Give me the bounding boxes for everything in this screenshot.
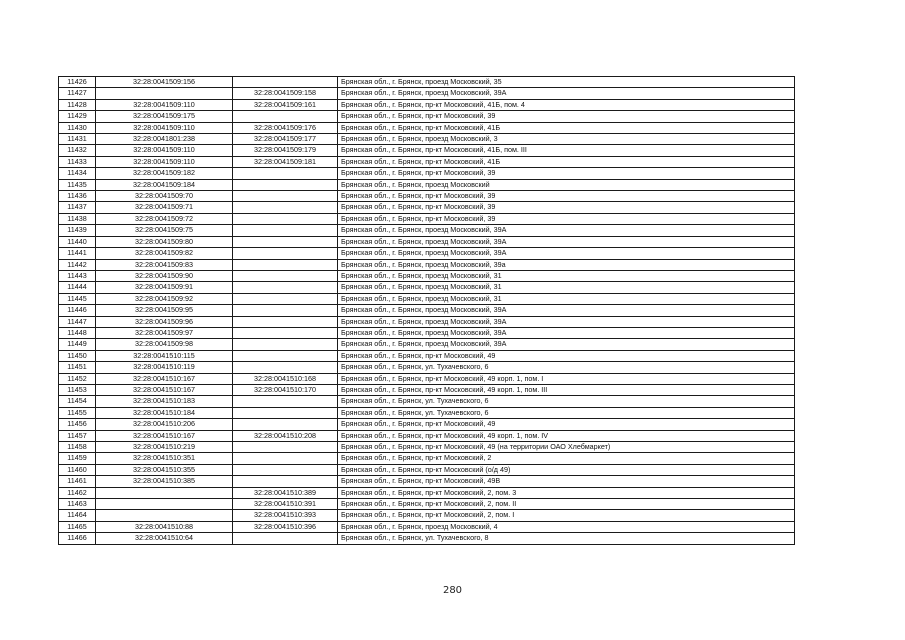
- object-number-cell: [233, 407, 338, 418]
- row-number-cell: 11463: [59, 499, 96, 510]
- row-number-cell: 11440: [59, 236, 96, 247]
- object-number-cell: 32:28:0041509:181: [233, 156, 338, 167]
- object-number-cell: [233, 316, 338, 327]
- table-row: [59, 487, 795, 498]
- address-cell: Брянская обл., г. Брянск, проезд Московский, 39А: [338, 236, 795, 247]
- address-cell: Брянская обл., г. Брянск, проезд Московский, 39А: [338, 327, 795, 338]
- address-cell: Брянская обл., г. Брянск, проезд Московский, 35: [338, 77, 795, 88]
- row-number-cell: 11458: [59, 442, 96, 453]
- table-row: [59, 225, 795, 236]
- cadastral-number-cell: 32:28:0041509:182: [96, 168, 233, 179]
- address-cell: Брянская обл., г. Брянск, пр-кт Московский, 41Б, пом. III: [338, 145, 795, 156]
- row-number-cell: 11447: [59, 316, 96, 327]
- object-number-cell: [233, 179, 338, 190]
- table-row: [59, 293, 795, 304]
- table-row: [59, 384, 795, 395]
- object-number-cell: [233, 202, 338, 213]
- table-row: [59, 134, 795, 145]
- cadastral-number-cell: 32:28:0041509:110: [96, 156, 233, 167]
- address-cell: Брянская обл., г. Брянск, пр-кт Московский, 2, пом. 3: [338, 487, 795, 498]
- cadastral-number-cell: 32:28:0041509:80: [96, 236, 233, 247]
- row-number-cell: 11460: [59, 464, 96, 475]
- row-number-cell: 11428: [59, 99, 96, 110]
- object-number-cell: [233, 362, 338, 373]
- object-number-cell: [233, 225, 338, 236]
- object-number-cell: [233, 191, 338, 202]
- table-row: [59, 99, 795, 110]
- object-number-cell: 32:28:0041510:396: [233, 521, 338, 532]
- cadastral-number-cell: 32:28:0041510:167: [96, 373, 233, 384]
- cadastral-number-cell: 32:28:0041509:70: [96, 191, 233, 202]
- row-number-cell: 11434: [59, 168, 96, 179]
- address-cell: Брянская обл., г. Брянск, ул. Тухачевского, 8: [338, 533, 795, 544]
- cadastral-number-cell: 32:28:0041509:91: [96, 282, 233, 293]
- row-number-cell: 11444: [59, 282, 96, 293]
- address-cell: Брянская обл., г. Брянск, пр-кт Московский, 41Б: [338, 122, 795, 133]
- address-cell: Брянская обл., г. Брянск, пр-кт Московский, 39: [338, 202, 795, 213]
- address-cell: Брянская обл., г. Брянск, проезд Московский, 3: [338, 134, 795, 145]
- address-cell: Брянская обл., г. Брянск, пр-кт Московский, 39: [338, 213, 795, 224]
- row-number-cell: 11464: [59, 510, 96, 521]
- address-cell: Брянская обл., г. Брянск, пр-кт Московский, 49 (на территории ОАО Хлебмаркет): [338, 442, 795, 453]
- cadastral-number-cell: 32:28:0041510:206: [96, 419, 233, 430]
- row-number-cell: 11450: [59, 350, 96, 361]
- table-row: [59, 499, 795, 510]
- row-number-cell: 11457: [59, 430, 96, 441]
- object-number-cell: [233, 464, 338, 475]
- cadastral-number-cell: 32:28:0041509:92: [96, 293, 233, 304]
- address-cell: Брянская обл., г. Брянск, ул. Тухачевского, 6: [338, 362, 795, 373]
- table-row: [59, 305, 795, 316]
- cadastral-number-cell: 32:28:0041509:72: [96, 213, 233, 224]
- address-cell: Брянская обл., г. Брянск, проезд Московский, 39А: [338, 248, 795, 259]
- address-cell: Брянская обл., г. Брянск, пр-кт Московский, 49 корп. 1, пом. IV: [338, 430, 795, 441]
- address-cell: Брянская обл., г. Брянск, пр-кт Московский, 2: [338, 453, 795, 464]
- object-number-cell: [233, 248, 338, 259]
- object-number-cell: [233, 419, 338, 430]
- cadastral-number-cell: 32:28:0041510:355: [96, 464, 233, 475]
- cadastral-number-cell: 32:28:0041510:119: [96, 362, 233, 373]
- object-number-cell: 32:28:0041509:179: [233, 145, 338, 156]
- address-cell: Брянская обл., г. Брянск, проезд Московский: [338, 179, 795, 190]
- row-number-cell: 11448: [59, 327, 96, 338]
- table-row: [59, 510, 795, 521]
- address-cell: Брянская обл., г. Брянск, ул. Тухачевского, 6: [338, 396, 795, 407]
- object-number-cell: [233, 236, 338, 247]
- cadastral-number-cell: 32:28:0041509:90: [96, 270, 233, 281]
- row-number-cell: 11455: [59, 407, 96, 418]
- row-number-cell: 11438: [59, 213, 96, 224]
- address-cell: Брянская обл., г. Брянск, проезд Московский, 39А: [338, 88, 795, 99]
- row-number-cell: 11436: [59, 191, 96, 202]
- table-body: [59, 77, 795, 545]
- table-row: [59, 122, 795, 133]
- cadastral-number-cell: 32:28:0041509:95: [96, 305, 233, 316]
- cadastral-number-cell: 32:28:0041509:184: [96, 179, 233, 190]
- table-row: [59, 111, 795, 122]
- table-row: [59, 156, 795, 167]
- cadastral-number-cell: 32:28:0041510:167: [96, 384, 233, 395]
- object-number-cell: 32:28:0041510:208: [233, 430, 338, 441]
- row-number-cell: 11435: [59, 179, 96, 190]
- address-cell: Брянская обл., г. Брянск, пр-кт Московский, 41Б, пом. 4: [338, 99, 795, 110]
- object-number-cell: 32:28:0041510:393: [233, 510, 338, 521]
- object-number-cell: 32:28:0041509:177: [233, 134, 338, 145]
- row-number-cell: 11456: [59, 419, 96, 430]
- cadastral-number-cell: 32:28:0041509:110: [96, 122, 233, 133]
- address-cell: Брянская обл., г. Брянск, пр-кт Московский, 39: [338, 191, 795, 202]
- page-number: 280: [442, 585, 463, 596]
- table-row: [59, 282, 795, 293]
- cadastral-number-cell: 32:28:0041509:156: [96, 77, 233, 88]
- row-number-cell: 11426: [59, 77, 96, 88]
- table-row: [59, 373, 795, 384]
- cadastral-number-cell: 32:28:0041510:115: [96, 350, 233, 361]
- cadastral-number-cell: 32:28:0041509:110: [96, 99, 233, 110]
- address-cell: Брянская обл., г. Брянск, пр-кт Московский, 49 корп. 1, пом. I: [338, 373, 795, 384]
- cadastral-number-cell: 32:28:0041801:238: [96, 134, 233, 145]
- object-number-cell: [233, 111, 338, 122]
- table-row: [59, 236, 795, 247]
- object-number-cell: 32:28:0041509:158: [233, 88, 338, 99]
- table-row: [59, 88, 795, 99]
- table-row: [59, 407, 795, 418]
- table-row: [59, 350, 795, 361]
- row-number-cell: 11430: [59, 122, 96, 133]
- object-number-cell: [233, 77, 338, 88]
- row-number-cell: 11429: [59, 111, 96, 122]
- object-number-cell: 32:28:0041509:161: [233, 99, 338, 110]
- table-row: [59, 213, 795, 224]
- table-row: [59, 327, 795, 338]
- cadastral-number-cell: 32:28:0041509:110: [96, 145, 233, 156]
- table-row: [59, 476, 795, 487]
- table-row: [59, 77, 795, 88]
- address-cell: Брянская обл., г. Брянск, пр-кт Московский, 49: [338, 350, 795, 361]
- row-number-cell: 11453: [59, 384, 96, 395]
- cadastral-number-cell: 32:28:0041509:71: [96, 202, 233, 213]
- row-number-cell: 11465: [59, 521, 96, 532]
- row-number-cell: 11431: [59, 134, 96, 145]
- table-row: [59, 442, 795, 453]
- object-number-cell: [233, 282, 338, 293]
- object-number-cell: [233, 259, 338, 270]
- table-row: [59, 270, 795, 281]
- object-number-cell: [233, 396, 338, 407]
- cadastral-number-cell: 32:28:0041510:184: [96, 407, 233, 418]
- object-number-cell: 32:28:0041510:168: [233, 373, 338, 384]
- table-row: [59, 430, 795, 441]
- cadastral-number-cell: 32:28:0041510:167: [96, 430, 233, 441]
- address-cell: Брянская обл., г. Брянск, проезд Московский, 4: [338, 521, 795, 532]
- cadastral-number-cell: 32:28:0041509:83: [96, 259, 233, 270]
- cadastral-number-cell: [96, 487, 233, 498]
- cadastral-number-cell: 32:28:0041509:96: [96, 316, 233, 327]
- row-number-cell: 11459: [59, 453, 96, 464]
- row-number-cell: 11446: [59, 305, 96, 316]
- row-number-cell: 11443: [59, 270, 96, 281]
- table-row: [59, 453, 795, 464]
- object-number-cell: [233, 293, 338, 304]
- address-cell: Брянская обл., г. Брянск, проезд Московский, 39А: [338, 225, 795, 236]
- row-number-cell: 11445: [59, 293, 96, 304]
- object-number-cell: [233, 305, 338, 316]
- row-number-cell: 11462: [59, 487, 96, 498]
- table-row: [59, 316, 795, 327]
- table-row: [59, 521, 795, 532]
- address-cell: Брянская обл., г. Брянск, проезд Московский, 39А: [338, 316, 795, 327]
- address-cell: Брянская обл., г. Брянск, проезд Московский, 39А: [338, 339, 795, 350]
- row-number-cell: 11461: [59, 476, 96, 487]
- cadastral-number-cell: 32:28:0041509:98: [96, 339, 233, 350]
- table-row: [59, 145, 795, 156]
- row-number-cell: 11433: [59, 156, 96, 167]
- object-number-cell: 32:28:0041510:170: [233, 384, 338, 395]
- object-number-cell: [233, 442, 338, 453]
- object-number-cell: [233, 453, 338, 464]
- cadastral-number-cell: 32:28:0041510:351: [96, 453, 233, 464]
- address-cell: Брянская обл., г. Брянск, пр-кт Московский, 2, пом. II: [338, 499, 795, 510]
- row-number-cell: 11437: [59, 202, 96, 213]
- row-number-cell: 11451: [59, 362, 96, 373]
- table-row: [59, 202, 795, 213]
- object-number-cell: 32:28:0041509:176: [233, 122, 338, 133]
- table-row: [59, 419, 795, 430]
- cadastral-number-cell: 32:28:0041510:183: [96, 396, 233, 407]
- cadastral-number-cell: 32:28:0041509:75: [96, 225, 233, 236]
- row-number-cell: 11449: [59, 339, 96, 350]
- address-cell: Брянская обл., г. Брянск, пр-кт Московский, 2, пом. I: [338, 510, 795, 521]
- object-number-cell: [233, 476, 338, 487]
- address-cell: Брянская обл., г. Брянск, проезд Московский, 31: [338, 282, 795, 293]
- cadastral-number-cell: [96, 499, 233, 510]
- table-row: [59, 191, 795, 202]
- row-number-cell: 11439: [59, 225, 96, 236]
- cadastral-number-cell: 32:28:0041509:97: [96, 327, 233, 338]
- address-cell: Брянская обл., г. Брянск, пр-кт Московский, 41Б: [338, 156, 795, 167]
- object-number-cell: [233, 339, 338, 350]
- address-cell: Брянская обл., г. Брянск, пр-кт Московский, 49 корп. 1, пом. III: [338, 384, 795, 395]
- object-number-cell: [233, 270, 338, 281]
- table-row: [59, 464, 795, 475]
- address-cell: Брянская обл., г. Брянск, проезд Московский, 31: [338, 293, 795, 304]
- table-row: [59, 248, 795, 259]
- address-cell: Брянская обл., г. Брянск, пр-кт Московский (о/д 49): [338, 464, 795, 475]
- address-cell: Брянская обл., г. Брянск, пр-кт Московский, 49В: [338, 476, 795, 487]
- table-row: [59, 533, 795, 544]
- row-number-cell: 11466: [59, 533, 96, 544]
- cadastral-number-cell: 32:28:0041509:82: [96, 248, 233, 259]
- row-number-cell: 11432: [59, 145, 96, 156]
- row-number-cell: 11454: [59, 396, 96, 407]
- address-cell: Брянская обл., г. Брянск, пр-кт Московский, 49: [338, 419, 795, 430]
- table-row: [59, 362, 795, 373]
- object-number-cell: [233, 168, 338, 179]
- cadastral-number-cell: 32:28:0041509:175: [96, 111, 233, 122]
- cadastral-number-cell: 32:28:0041510:88: [96, 521, 233, 532]
- table-row: [59, 179, 795, 190]
- object-number-cell: 32:28:0041510:391: [233, 499, 338, 510]
- object-number-cell: [233, 327, 338, 338]
- row-number-cell: 11452: [59, 373, 96, 384]
- table-row: [59, 259, 795, 270]
- cadastral-number-cell: 32:28:0041510:385: [96, 476, 233, 487]
- object-number-cell: [233, 350, 338, 361]
- address-cell: Брянская обл., г. Брянск, пр-кт Московский, 39: [338, 111, 795, 122]
- object-number-cell: 32:28:0041510:389: [233, 487, 338, 498]
- address-cell: Брянская обл., г. Брянск, проезд Московский, 31: [338, 270, 795, 281]
- row-number-cell: 11442: [59, 259, 96, 270]
- object-number-cell: [233, 213, 338, 224]
- cadastral-number-cell: [96, 510, 233, 521]
- address-cell: Брянская обл., г. Брянск, ул. Тухачевского, 6: [338, 407, 795, 418]
- cadastral-number-cell: 32:28:0041510:64: [96, 533, 233, 544]
- table-row: [59, 396, 795, 407]
- object-number-cell: [233, 533, 338, 544]
- row-number-cell: 11427: [59, 88, 96, 99]
- row-number-cell: 11441: [59, 248, 96, 259]
- cadastral-number-cell: 32:28:0041510:219: [96, 442, 233, 453]
- table-row: [59, 168, 795, 179]
- table-row: [59, 339, 795, 350]
- address-cell: Брянская обл., г. Брянск, пр-кт Московский, 39: [338, 168, 795, 179]
- address-cell: Брянская обл., г. Брянск, проезд Московский, 39а: [338, 259, 795, 270]
- cadastral-number-cell: [96, 88, 233, 99]
- address-cell: Брянская обл., г. Брянск, проезд Московский, 39А: [338, 305, 795, 316]
- cadastral-table: [58, 76, 795, 545]
